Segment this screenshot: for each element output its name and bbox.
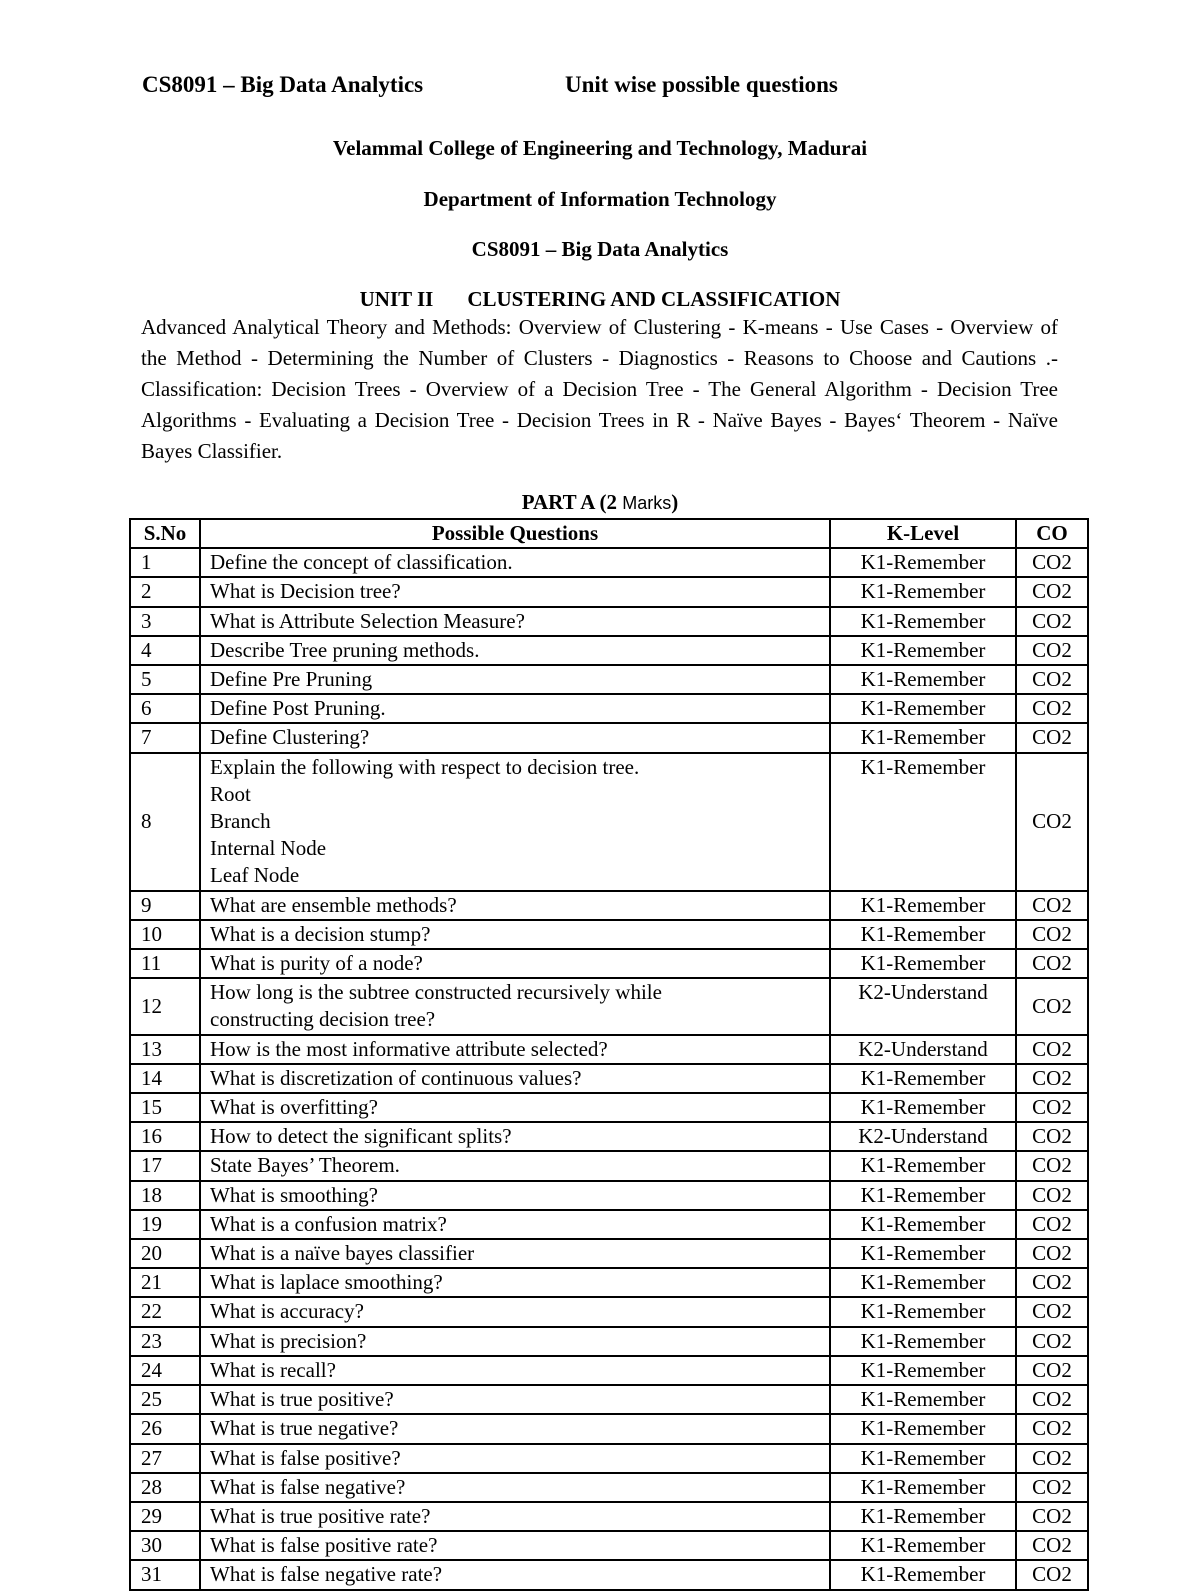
row-question xyxy=(200,1385,830,1414)
row-question xyxy=(200,1531,830,1560)
table-row xyxy=(130,1502,1088,1531)
header-sno: S.No xyxy=(130,519,200,548)
row-sno: 22 xyxy=(130,1297,200,1326)
table-row xyxy=(130,1385,1088,1414)
row-sno: 16 xyxy=(130,1122,200,1151)
table-row xyxy=(130,891,1088,920)
row-sno: 26 xyxy=(130,1414,200,1443)
table-row xyxy=(130,1239,1088,1268)
row-question xyxy=(200,1473,830,1502)
question-line: What is smoothing? xyxy=(210,1182,378,1207)
table-row xyxy=(130,1210,1088,1239)
part-label: PART A (2 xyxy=(521,490,618,514)
row-sno: 13 xyxy=(130,1035,200,1064)
row-sno: 3 xyxy=(130,607,200,636)
row-sno: 31 xyxy=(130,1560,200,1589)
row-sno: 19 xyxy=(130,1210,200,1239)
row-sno: 20 xyxy=(130,1239,200,1268)
row-k-level: K1-Remember xyxy=(830,1268,1016,1297)
row-k-level: K1-Remember xyxy=(830,548,1016,577)
row-sno: 11 xyxy=(130,949,200,978)
question-line: constructing decision tree? xyxy=(210,1007,436,1032)
row-k-level: K1-Remember xyxy=(830,1414,1016,1443)
row-question xyxy=(200,665,830,694)
part-close: ) xyxy=(671,490,679,514)
row-sno: 18 xyxy=(130,1181,200,1210)
question-line: What is overfitting? xyxy=(210,1095,378,1120)
question-line: What is Decision tree? xyxy=(210,579,401,604)
row-question xyxy=(200,694,830,723)
row-co: CO2 xyxy=(1016,723,1088,752)
unit-title: CLUSTERING AND CLASSIFICATION xyxy=(467,287,841,311)
row-k-level: K1-Remember xyxy=(830,920,1016,949)
row-question xyxy=(200,949,830,978)
course-name: CS8091 – Big Data Analytics xyxy=(471,237,729,261)
row-co: CO2 xyxy=(1016,548,1088,577)
row-co: CO2 xyxy=(1016,1151,1088,1180)
row-k-level: K1-Remember xyxy=(830,1239,1016,1268)
row-sno: 21 xyxy=(130,1268,200,1297)
table-row xyxy=(130,753,1088,891)
row-k-level: K1-Remember xyxy=(830,607,1016,636)
table-row xyxy=(130,548,1088,577)
table-row xyxy=(130,694,1088,723)
row-co: CO2 xyxy=(1016,665,1088,694)
row-question xyxy=(200,1356,830,1385)
table-row xyxy=(130,1560,1088,1589)
header-k-level: K-Level xyxy=(830,519,1016,548)
header-co: CO xyxy=(1016,519,1088,548)
table-header-row xyxy=(130,519,1088,548)
row-co: CO2 xyxy=(1016,607,1088,636)
row-co: CO2 xyxy=(1016,1064,1088,1093)
row-k-level: K1-Remember xyxy=(830,723,1016,752)
question-line: State Bayes’ Theorem. xyxy=(210,1153,400,1178)
row-co: CO2 xyxy=(1016,1385,1088,1414)
question-line: What is recall? xyxy=(210,1357,336,1382)
row-sno: 12 xyxy=(130,978,200,1034)
table-row xyxy=(130,665,1088,694)
table-row xyxy=(130,1181,1088,1210)
table-row xyxy=(130,1064,1088,1093)
question-line: What is true positive rate? xyxy=(210,1503,431,1528)
question-line: What is discretization of continuous values? xyxy=(210,1065,582,1090)
table-row xyxy=(130,577,1088,606)
row-sno: 1 xyxy=(130,548,200,577)
table-row xyxy=(130,920,1088,949)
question-line: Leaf Node xyxy=(210,863,300,888)
question-line: Internal Node xyxy=(210,836,327,861)
part-title xyxy=(0,490,1200,515)
row-sno: 5 xyxy=(130,665,200,694)
row-k-level: K1-Remember xyxy=(830,753,1016,891)
row-co: CO2 xyxy=(1016,1356,1088,1385)
row-sno: 27 xyxy=(130,1444,200,1473)
question-line: Define Post Pruning. xyxy=(210,696,386,721)
unit-number: UNIT II xyxy=(359,287,434,311)
row-question xyxy=(200,1035,830,1064)
row-k-level: K2-Understand xyxy=(830,1035,1016,1064)
table-row xyxy=(130,1268,1088,1297)
row-co: CO2 xyxy=(1016,978,1088,1034)
row-co: CO2 xyxy=(1016,1502,1088,1531)
row-question xyxy=(200,1122,830,1151)
row-sno: 8 xyxy=(130,753,200,891)
row-question xyxy=(200,577,830,606)
row-co: CO2 xyxy=(1016,1560,1088,1589)
table-row xyxy=(130,1093,1088,1122)
college-name: Velammal College of Engineering and Technology, Madurai xyxy=(332,136,868,160)
row-question xyxy=(200,636,830,665)
row-co: CO2 xyxy=(1016,1444,1088,1473)
row-question xyxy=(200,1444,830,1473)
row-question xyxy=(200,548,830,577)
row-co: CO2 xyxy=(1016,636,1088,665)
row-question xyxy=(200,1151,830,1180)
department-name: Department of Information Technology xyxy=(423,187,777,211)
table-row xyxy=(130,1122,1088,1151)
row-sno: 4 xyxy=(130,636,200,665)
row-co: CO2 xyxy=(1016,1122,1088,1151)
row-co: CO2 xyxy=(1016,1473,1088,1502)
row-sno: 10 xyxy=(130,920,200,949)
table-row xyxy=(130,1327,1088,1356)
table-row xyxy=(130,636,1088,665)
row-question xyxy=(200,1414,830,1443)
row-k-level: K1-Remember xyxy=(830,577,1016,606)
table-row xyxy=(130,1356,1088,1385)
row-k-level: K1-Remember xyxy=(830,1064,1016,1093)
row-k-level: K1-Remember xyxy=(830,949,1016,978)
row-question xyxy=(200,1064,830,1093)
row-co: CO2 xyxy=(1016,1297,1088,1326)
question-line: Define Clustering? xyxy=(210,725,370,750)
row-sno: 7 xyxy=(130,723,200,752)
row-k-level: K1-Remember xyxy=(830,636,1016,665)
row-sno: 24 xyxy=(130,1356,200,1385)
row-k-level: K1-Remember xyxy=(830,694,1016,723)
row-co: CO2 xyxy=(1016,1268,1088,1297)
question-line: What is purity of a node? xyxy=(210,951,423,976)
question-line: What is laplace smoothing? xyxy=(210,1270,443,1295)
row-co: CO2 xyxy=(1016,1210,1088,1239)
row-k-level: K1-Remember xyxy=(830,665,1016,694)
question-line: What is a decision stump? xyxy=(210,921,431,946)
row-k-level: K1-Remember xyxy=(830,1356,1016,1385)
row-k-level: K1-Remember xyxy=(830,1560,1016,1589)
table-row xyxy=(130,1473,1088,1502)
table-row xyxy=(130,1414,1088,1443)
question-line: What is true negative? xyxy=(210,1416,399,1441)
row-question xyxy=(200,1268,830,1297)
header-course-title: CS8091 – Big Data Analytics xyxy=(142,72,424,97)
document-header xyxy=(142,72,1042,98)
question-line: How is the most informative attribute selected? xyxy=(210,1036,608,1061)
header-question: Possible Questions xyxy=(200,519,830,548)
row-question xyxy=(200,1181,830,1210)
question-line: Root xyxy=(210,781,251,806)
questions-table xyxy=(129,518,1089,1591)
question-line: Explain the following with respect to decision tree. xyxy=(210,754,640,779)
row-co: CO2 xyxy=(1016,1093,1088,1122)
row-k-level: K1-Remember xyxy=(830,1385,1016,1414)
row-sno: 23 xyxy=(130,1327,200,1356)
question-line: Define the concept of classification. xyxy=(210,550,513,575)
row-co: CO2 xyxy=(1016,694,1088,723)
question-line: How to detect the significant splits? xyxy=(210,1124,512,1149)
table-row xyxy=(130,1297,1088,1326)
row-co: CO2 xyxy=(1016,1035,1088,1064)
question-line: What is false negative rate? xyxy=(210,1562,443,1587)
questions-body xyxy=(130,548,1088,1589)
table-row xyxy=(130,949,1088,978)
row-co: CO2 xyxy=(1016,577,1088,606)
question-line: What is precision? xyxy=(210,1328,367,1353)
row-question xyxy=(200,1327,830,1356)
row-sno: 15 xyxy=(130,1093,200,1122)
row-sno: 9 xyxy=(130,891,200,920)
row-k-level: K1-Remember xyxy=(830,1444,1016,1473)
question-line: What is a confusion matrix? xyxy=(210,1211,447,1236)
row-sno: 14 xyxy=(130,1064,200,1093)
row-sno: 2 xyxy=(130,577,200,606)
row-k-level: K2-Understand xyxy=(830,978,1016,1034)
unit-syllabus: Advanced Analytical Theory and Methods: Overview of Clustering - K-means - Use Cases - Overview of the Method - Determining the Number of Clusters - Diagnostics - Reasons to Choose and Cautions .- Classification: Decision Trees - Overview of a Decision Tree - The General Algorithm - Decision Tree Algorithms - Evaluating a Decision Tree - Decision Trees in R - Naïve Bayes - Bayes‘ Theorem - Naïve Bayes Classifier. xyxy=(141,315,1058,463)
row-sno: 29 xyxy=(130,1502,200,1531)
table-row xyxy=(130,607,1088,636)
row-sno: 25 xyxy=(130,1385,200,1414)
row-k-level: K1-Remember xyxy=(830,1502,1016,1531)
row-question xyxy=(200,1093,830,1122)
row-question xyxy=(200,1210,830,1239)
row-co: CO2 xyxy=(1016,1327,1088,1356)
question-line: What is a naïve bayes classifier xyxy=(210,1241,475,1266)
question-line: What is false positive rate? xyxy=(210,1533,438,1558)
row-question xyxy=(200,891,830,920)
row-sno: 6 xyxy=(130,694,200,723)
row-k-level: K2-Understand xyxy=(830,1122,1016,1151)
row-question xyxy=(200,1560,830,1589)
row-k-level: K1-Remember xyxy=(830,1473,1016,1502)
row-k-level: K1-Remember xyxy=(830,1151,1016,1180)
question-line: What is Attribute Selection Measure? xyxy=(210,608,525,633)
row-co: CO2 xyxy=(1016,949,1088,978)
unit-heading xyxy=(0,287,1200,312)
row-question xyxy=(200,1239,830,1268)
question-line: What is false negative? xyxy=(210,1474,406,1499)
row-k-level: K1-Remember xyxy=(830,1327,1016,1356)
row-sno: 28 xyxy=(130,1473,200,1502)
row-co: CO2 xyxy=(1016,1239,1088,1268)
table-row xyxy=(130,1151,1088,1180)
row-question xyxy=(200,753,830,891)
question-line: Branch xyxy=(210,809,271,834)
question-line: How long is the subtree constructed recursively while xyxy=(210,980,662,1005)
row-k-level: K1-Remember xyxy=(830,891,1016,920)
table-row xyxy=(130,1444,1088,1473)
row-question xyxy=(200,978,830,1034)
row-co: CO2 xyxy=(1016,1531,1088,1560)
header-subtitle: Unit wise possible questions xyxy=(565,72,838,97)
row-co: CO2 xyxy=(1016,920,1088,949)
question-line: What is false positive? xyxy=(210,1445,401,1470)
row-co: CO2 xyxy=(1016,891,1088,920)
row-k-level: K1-Remember xyxy=(830,1297,1016,1326)
row-sno: 30 xyxy=(130,1531,200,1560)
table-row xyxy=(130,978,1088,1034)
question-line: Describe Tree pruning methods. xyxy=(210,637,480,662)
question-line: What is accuracy? xyxy=(210,1299,364,1324)
row-k-level: K1-Remember xyxy=(830,1210,1016,1239)
row-co: CO2 xyxy=(1016,753,1088,891)
table-row xyxy=(130,1035,1088,1064)
row-question xyxy=(200,1502,830,1531)
row-question xyxy=(200,920,830,949)
row-k-level: K1-Remember xyxy=(830,1181,1016,1210)
row-question xyxy=(200,607,830,636)
row-sno: 17 xyxy=(130,1151,200,1180)
table-row xyxy=(130,1531,1088,1560)
row-question xyxy=(200,1297,830,1326)
row-k-level: K1-Remember xyxy=(830,1093,1016,1122)
question-line: What is true positive? xyxy=(210,1387,394,1412)
row-k-level: K1-Remember xyxy=(830,1531,1016,1560)
question-line: What are ensemble methods? xyxy=(210,892,457,917)
part-marks: Marks xyxy=(622,493,672,513)
question-line: Define Pre Pruning xyxy=(210,667,373,692)
row-question xyxy=(200,723,830,752)
row-co: CO2 xyxy=(1016,1181,1088,1210)
row-co: CO2 xyxy=(1016,1414,1088,1443)
table-row xyxy=(130,723,1088,752)
